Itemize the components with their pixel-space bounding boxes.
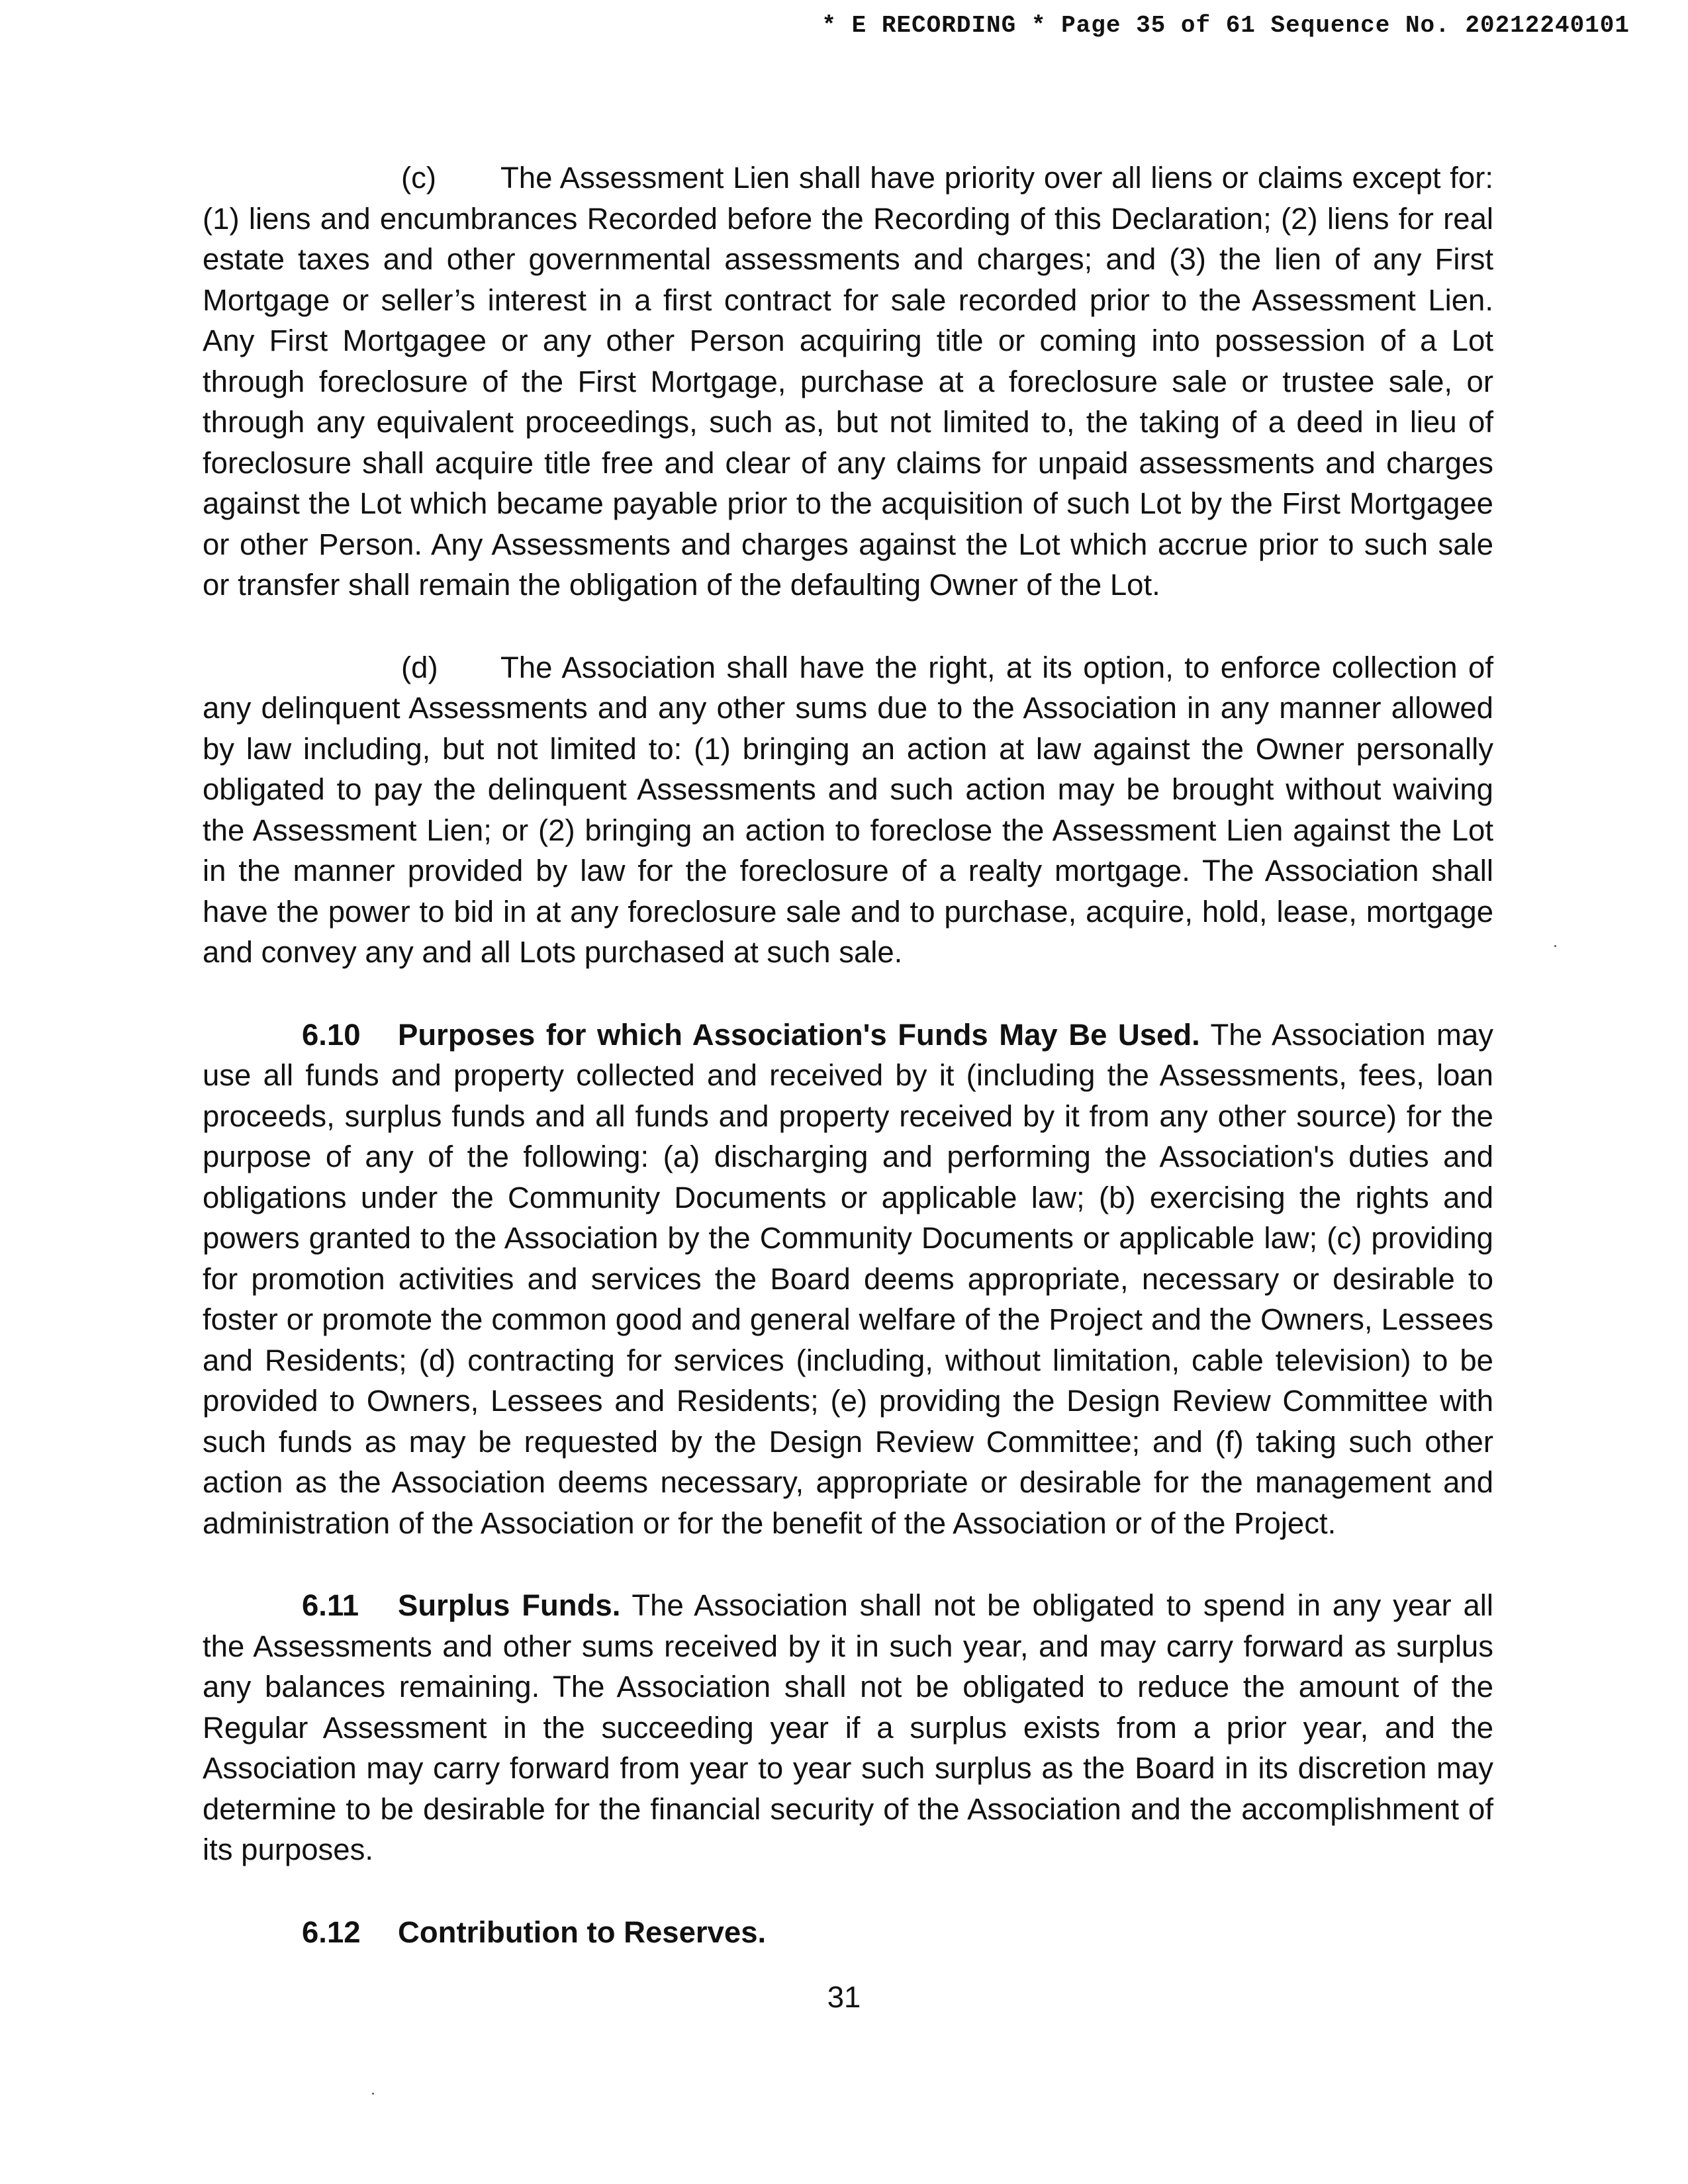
page-number: 31 — [827, 1980, 861, 2014]
section-6-11-number: 6.11 — [302, 1588, 359, 1622]
section-6-10-text: The Association may use all funds and property collected and received by it (including the Assessments, fees, loan proceeds, surplus funds and all funds and property received by it from any other source) for the purpose of any of the following: (a) discharging and performing the Association's duties and obligations under the Community Documents or applicable law; (b) exercising the rights and powers granted to the Association by the Community Documents or applicable law; (c) providing for promotion activities and services the Board deems appropriate, necessary or desirable to foster or promote the common good and general welfare of the Project and the Owners, Lessees and Residents; (d) contracting for services (including, without limitation, cable television) to be provided to Owners, Lessees and Residents; (e) providing the Design Review Committee with such funds as may be requested by the Design Review Committee; and (f) taking such other action as the Association deems necessary, appropriate or desirable for the management and administration of the Association or for the benefit of the Association or of the Project. — [203, 1017, 1494, 1540]
section-6-10-title: Purposes for which Association's Funds May Be Used. — [398, 1017, 1200, 1052]
section-6-12-title: Contribution to Reserves. — [398, 1915, 767, 1949]
paragraph-c-text: The Assessment Lien shall have priority over all liens or claims except for: (1) liens and encumbrances Recorded before the Recording of this Declaration; (2) liens for real estate taxes and other governmental assessments and charges; and (3) the lien of any First Mortgage or seller’s interest in a first contract for sale recorded prior to the Assessment Lien. Any First Mortgagee or any other Person acquiring title or coming into possession of a Lot through foreclosure of the First Mortgage, purchase at a foreclosure sale or trustee sale, or through any equivalent proceedings, such as, but not limited to, the taking of a deed in lieu of foreclosure shall acquire title free and clear of any claims for unpaid assessments and charges against the Lot which became payable prior to the acquisition of such Lot by the First Mortgagee or other Person. Any Assessments and charges against the Lot which accrue prior to such sale or transfer shall remain the obligation of the defaulting Owner of the Lot. — [203, 161, 1493, 602]
paragraph-d-text: The Association shall have the right, at its option, to enforce collection of any delinquent Assessments and any other sums due to the Association in any manner allowed by law including, but not limited to: (1) bringing an action at law against the Owner personally obligated to pay the delinquent Assessments and such action may be brought without waiving the Assessment Lien; or (2) bringing an action to foreclose the Assessment Lien against the Lot in the manner provided by law for the foreclosure of a realty mortgage. The Association shall have the power to bid in at any foreclosure sale and to purchase, acquire, hold, lease, mortgage and convey any and all Lots purchased at such sale. — [203, 650, 1493, 969]
paragraph-d-label: (d) — [401, 650, 438, 684]
recording-stamp: * E RECORDING * Page 35 of 61 Sequence No. 20212240101 — [821, 12, 1630, 39]
section-6-10-number: 6.10 — [302, 1017, 361, 1052]
paragraph-c — [203, 158, 1493, 606]
section-6-12 — [203, 1912, 1493, 1953]
scan-speck — [1554, 945, 1556, 947]
paragraph-d — [203, 647, 1493, 973]
section-6-11 — [203, 1585, 1493, 1870]
paragraph-c-label: (c) — [401, 161, 437, 195]
document-body — [203, 158, 1493, 1952]
section-6-12-number: 6.12 — [302, 1915, 361, 1949]
section-6-10 — [203, 1015, 1493, 1544]
section-6-11-text: The Association shall not be obligated to spend in any year all the Assessments and other sums received by it in such year, and may carry forward as surplus any balances remaining. The Association shall not be obligated to reduce the amount of the Regular Assessment in the succeeding year if a surplus exists from a prior year, and the Association may carry forward from year to year such surplus as the Board in its discretion may determine to be desirable for the financial security of the Association and the accomplishment of its purposes. — [203, 1588, 1493, 1866]
scan-speck — [372, 2093, 374, 2095]
section-6-11-title: Surplus Funds. — [398, 1588, 621, 1622]
